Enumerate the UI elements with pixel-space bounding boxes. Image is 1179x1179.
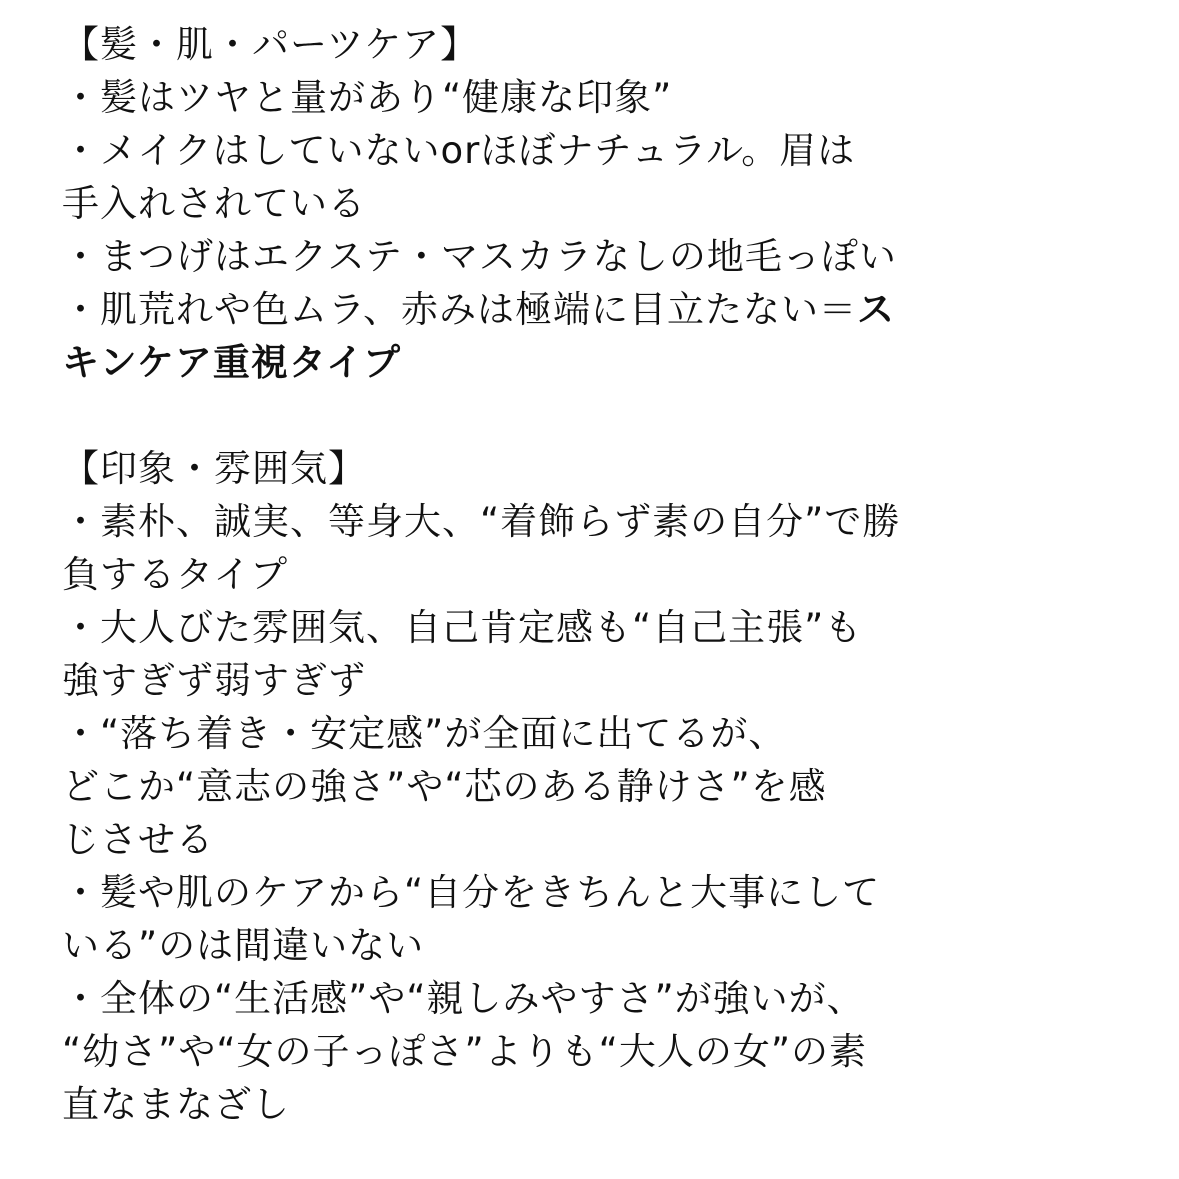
text-line: ・素朴、誠実、等身大、“着飾らず素の自分”で勝 xyxy=(62,500,901,543)
spacer xyxy=(62,389,1142,442)
text-line: ・“落ち着き・安定感”が全面に出てるが、 xyxy=(62,712,787,755)
document-body xyxy=(62,18,1142,1131)
text-segment: ・肌荒れや色ムラ、赤みは極端に目立たない＝ xyxy=(62,288,858,331)
section-heading-care: 【髪・肌・パーツケア】 xyxy=(62,23,479,66)
text-line: 直なまなざし xyxy=(62,1083,290,1126)
text-line: ・髪や肌のケアから“自分をきちんと大事にして xyxy=(62,871,881,914)
text-line xyxy=(62,283,1142,336)
text-line: 手入れされている xyxy=(62,182,366,225)
text-line: いる”のは間違いない xyxy=(62,924,425,967)
text-line: 強すぎず弱すぎず xyxy=(62,659,366,702)
text-line: どこか“意志の強さ”や“芯のある静けさ”を感 xyxy=(62,765,827,808)
text-line: ・まつげはエクステ・マスカラなしの地毛っぽい xyxy=(62,235,897,278)
text-line: “幼さ”や“女の子っぽさ”よりも“大人の女”の素 xyxy=(62,1030,868,1073)
text-line: 負するタイプ xyxy=(62,553,289,596)
bold-text-line: キンケア重視タイプ xyxy=(62,341,402,384)
text-line: ・髪はツヤと量があり“健康な印象” xyxy=(62,76,673,119)
text-line: じさせる xyxy=(62,818,214,861)
text-line: ・メイクはしていないorほぼナチュラル。眉は xyxy=(62,129,856,172)
text-line: ・大人びた雰囲気、自己肯定感も“自己主張”も xyxy=(62,606,863,649)
text-line: ・全体の“生活感”や“親しみやすさ”が強いが、 xyxy=(62,977,865,1020)
section-heading-impression: 【印象・雰囲気】 xyxy=(62,447,366,490)
bold-text: ス xyxy=(857,288,896,331)
